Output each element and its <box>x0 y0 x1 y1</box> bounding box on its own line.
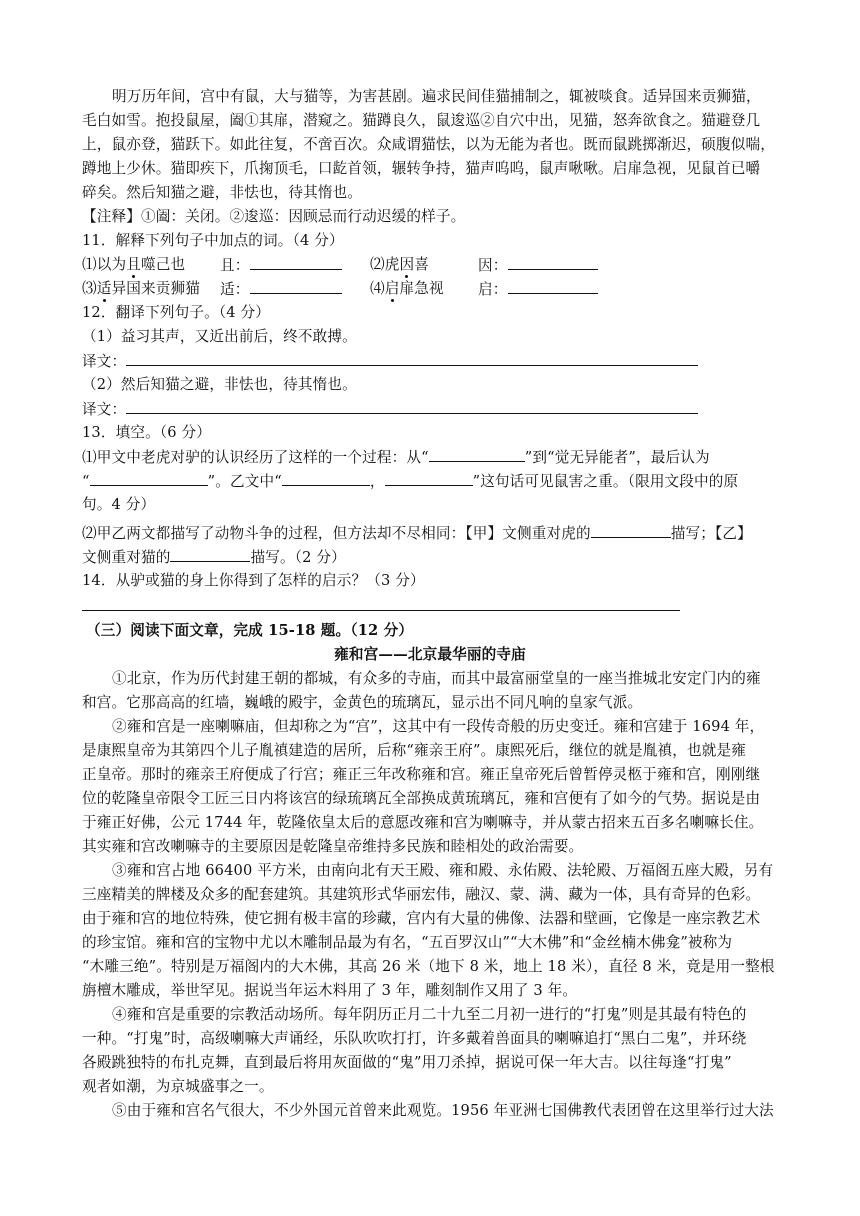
article-line: 由于雍和宫的地位特殊，使它拥有极丰富的珍藏，宫内有大量的佛像、法器和壁画，它像是一座宗教艺术 <box>82 910 761 927</box>
q12-translation-1: 译文： <box>82 350 782 373</box>
dotted-word: 适 <box>96 280 112 297</box>
article-line: 于雍正好佛，公元 1744 年，乾隆依皇太后的意愿改雍和宫为喇嘛寺，并从蒙古招来五百多名喇嘛长住。 <box>82 814 764 831</box>
article-line: ①北京，作为历代封建王朝的都城，有众多的寺庙，而其中最富丽堂皇的一座当推城北安定门内的雍 <box>112 670 761 687</box>
answer-blank[interactable] <box>250 278 342 294</box>
q13-part-2-line-1: ⑵甲乙两文都描写了动物斗争的过程，但方法却不尽相同：【甲】文侧重对虎的 描写；【乙】 <box>82 522 782 545</box>
article-line: 其实雍和宫改喇嘛寺的主要原因是乾隆皇帝维持多民族和睦相处的政治需要。 <box>82 838 584 855</box>
answer-blank[interactable] <box>591 522 671 538</box>
answer-line[interactable] <box>82 610 680 611</box>
answer-blank[interactable] <box>250 254 342 270</box>
q11-item-4: ⑷启扉急视 <box>370 280 444 297</box>
article-line: 旃檀木雕成，举世罕见。据说当年运木料用了 3 年，雕刻制作又用了 3 年。 <box>82 982 578 999</box>
answer-blank[interactable] <box>282 470 370 486</box>
article-line: 一种。“打鬼”时，高级喇嘛大声诵经，乐队吹吹打打，许多戴着兽面具的喇嘛追打“黑白二鬼”，并环绕 <box>82 1030 747 1047</box>
article-line: 位的乾隆皇帝限令工匠三日内将该宫的绿琉璃瓦全部换成黄琉璃瓦，雍和宫便有了如今的气势。据说是由 <box>82 790 761 807</box>
dotted-word: 因 <box>399 256 415 273</box>
answer-blank[interactable] <box>126 350 698 366</box>
answer-blank[interactable] <box>385 470 473 486</box>
article-line: 和宫。它那高高的红墙，巍峨的殿宇，金黄色的琉璃瓦，显示出不同凡响的皇家气派。 <box>82 694 643 711</box>
q13-part-1-line-3: 句。4 分） <box>82 496 156 513</box>
q13-part-2-line-2: 文侧重对猫的 描写。（2 分） <box>82 546 782 569</box>
answer-blank[interactable] <box>429 446 525 462</box>
q12-sentence-2: （2）然后知猫之避，非怯也，待其惰也。 <box>82 376 357 393</box>
article-line: ④雍和宫是重要的宗教活动场所。每年阴历正月二十九至二月初一进行的“打鬼”则是其最有特色的 <box>112 1006 747 1023</box>
answer-blank[interactable] <box>170 546 250 562</box>
passage-line: 碎矣。然后知猫之避，非怯也，待其惰也。 <box>82 184 363 201</box>
question-14-title: 14．从驴或猫的身上你得到了怎样的启示？（3 分） <box>82 572 425 589</box>
dotted-word: 启 <box>384 280 400 297</box>
article-line: 正皇帝。那时的雍亲王府便成了行宫；雍正三年改称雍和宫。雍正皇帝死后曾暂停灵柩于雍和宫，刚刚继 <box>82 766 761 783</box>
q11-item-2: ⑵虎因喜 <box>370 256 429 273</box>
article-line: ⑤由于雍和宫名气很大，不少外国元首曾来此观览。1956 年亚洲七国佛教代表团曾在这里举行过大法 <box>112 1102 774 1119</box>
article-line: ②雍和宫是一座喇嘛庙，但却称之为“宫”，这其中有一段传奇般的历史变迁。雍和宫建于 1694 年， <box>112 718 765 735</box>
passage-line: 蹲地上少休。猫即疾下，爪掬顶毛，口龁首领，辗转争持，猫声呜呜，鼠声啾啾。启扉急视，见鼠首已嚼 <box>82 160 761 177</box>
answer-blank[interactable] <box>508 254 598 270</box>
section-heading: （三）阅读下面文章，完成 15-18 题。（12 分） <box>86 622 414 639</box>
q12-translation-2: 译文： <box>82 398 782 421</box>
answer-blank[interactable] <box>126 398 698 414</box>
article-line: 三座精美的牌楼及众多的配套建筑。其建筑形式华丽宏伟，融汉、蒙、满、藏为一体，具有奇异的色彩。 <box>82 886 761 903</box>
question-13-title: 13．填空。（6 分） <box>82 424 212 441</box>
passage-line: 毛白如雪。抱投鼠屋，阖①其扉，潜窥之。猫蹲良久，鼠逡巡②自穴中出，见猫，怒奔欲食之。猫避登几 <box>82 112 761 129</box>
q11-item-3: ⑶适异国来贡狮猫 <box>82 280 200 297</box>
question-11-title: 11．解释下列句子中加点的词。（4 分） <box>82 232 344 249</box>
article-line: “木雕三绝”。特别是万福阁内的大木佛，其高 26 米（地下 8 米，地上 18 米），直径 8 米，竟是用一整根 <box>82 958 775 975</box>
q11-item-1: ⑴以为且噬己也 <box>82 256 186 273</box>
article-line: 观者如潮，为京城盛事之一。 <box>82 1078 274 1095</box>
q11-answer-3: 适： <box>220 278 342 301</box>
article-line: 各殿跳独特的布扎克舞，直到最后将用灰面做的“鬼”用刀杀掉，据说可保一年大吉。以往每逢“打鬼” <box>82 1054 732 1071</box>
q12-sentence-1: （1）益习其声，又近出前后，终不敢搏。 <box>82 328 357 345</box>
question-12-title: 12．翻译下列句子。（4 分） <box>82 304 270 321</box>
q13-part-1-line-2: “ ”。乙文中“ ， ”这句话可见鼠害之重。（限用文段中的原 <box>82 470 782 493</box>
dotted-word: 且 <box>126 256 141 273</box>
article-line: 的珍宝馆。雍和宫的宝物中尤以木雕制品最为有名，“五百罗汉山”“大木佛”和“金丝楠木佛龛”被称为 <box>82 934 733 951</box>
q11-answer-1: 且： <box>220 254 342 277</box>
q11-answer-4: 启： <box>478 278 598 301</box>
article-title: 雍和宫——北京最华丽的寺庙 <box>334 646 526 663</box>
q13-part-1-line-1: ⑴甲文中老虎对驴的认识经历了这样的一个过程：从“ ”到“觉无异能者”，最后认为 <box>82 446 782 469</box>
annotation-note: 【注释】①阖：关闭。②逡巡：因顾忌而行动迟缓的样子。 <box>82 208 466 225</box>
passage-line: 上，鼠亦登，猫跃下。如此往复，不啻百次。众咸谓猫怯，以为无能为者也。既而鼠跳掷渐迟，硕腹似喘， <box>82 136 775 153</box>
article-line: ③雍和宫占地 66400 平方米，由南向北有天王殿、雍和殿、永佑殿、法轮殿、万福阁五座大殿，另有 <box>112 862 774 879</box>
answer-blank[interactable] <box>508 278 598 294</box>
q11-answer-2: 因： <box>478 254 598 277</box>
passage-line: 明万历年间，宫中有鼠，大与猫等，为害甚剧。遍求民间佳猫捕制之，辄被啖食。适异国来贡狮猫， <box>112 88 761 105</box>
article-line: 是康熙皇帝为其第四个儿子胤禛建造的居所，后称“雍亲王府”。康熙死后，继位的就是胤禛，也就是雍 <box>82 742 746 759</box>
answer-blank[interactable] <box>90 470 208 486</box>
